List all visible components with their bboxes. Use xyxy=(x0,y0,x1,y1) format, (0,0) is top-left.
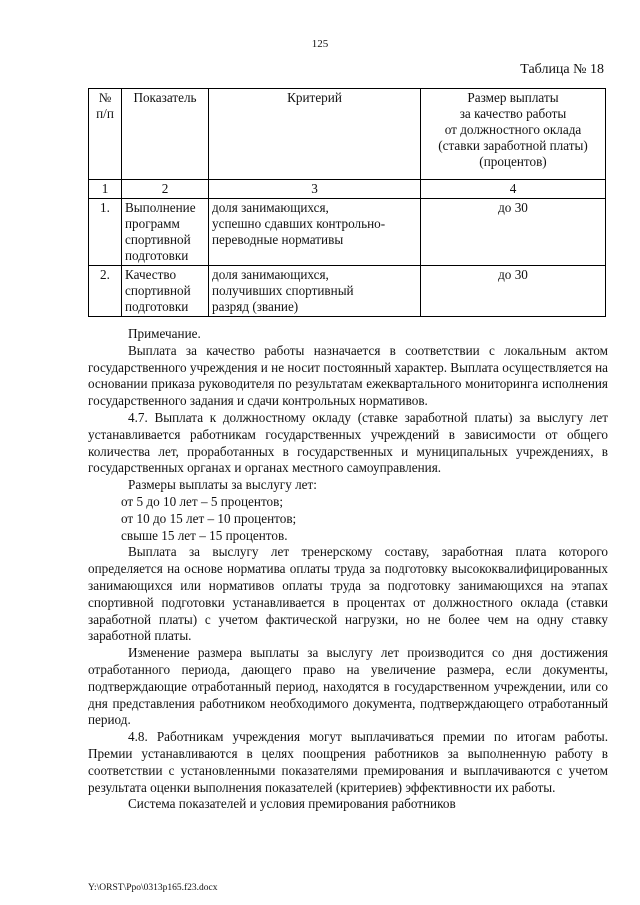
paragraph: Выплата за выслугу лет тренерскому составу, заработная плата которого определяется на основе норматива оплаты труда за подготовку высококвалифицированных занимающихся или нормативов оплаты труда за подготовку занимающихся на этапах спортивной подготовки устанавливается в процентах от должностного оклада (ставки заработной платы) с учетом фактической нагрузки, но не более чем на одну ставку заработной платы. xyxy=(88,544,608,644)
table-row xyxy=(89,266,606,317)
table-row xyxy=(89,199,606,266)
table-caption: Таблица № 18 xyxy=(520,62,604,77)
paragraph: 4.7. Выплата к должностному окладу (ставке заработной платы) за выслугу лет устанавливается работникам государственных учреждений в зависимости от общего количества лет, проработанных в государственных и муниципальных учреждениях, в государственных органах и органах местного самоуправления. xyxy=(88,409,608,476)
payment-criteria-table xyxy=(88,88,606,317)
table-cell: 1. xyxy=(89,199,122,266)
column-number: 3 xyxy=(209,180,421,199)
column-number: 1 xyxy=(89,180,122,199)
table-header-row xyxy=(89,89,606,180)
header-cell: Критерий xyxy=(209,89,421,180)
paragraph: Изменение размера выплаты за выслугу лет производится со дня достижения отработанного периода, дающего право на увеличение размера, если документы, подтверждающие отработанный период, находятся в государственном учреждении, или со дня представления работником необходимого документа, подтверждающего отработанный период. xyxy=(88,645,608,728)
table-cell: 2. xyxy=(89,266,122,317)
list-item: от 10 до 15 лет – 10 процентов; xyxy=(121,510,297,526)
column-number: 4 xyxy=(421,180,606,199)
body-text xyxy=(88,326,608,813)
table-cell: до 30 xyxy=(421,266,606,317)
note-heading: Примечание. xyxy=(128,326,201,341)
paragraph: Выплата за качество работы назначается в соответствии с локальным актом государственного учреждения и не носит постоянный характер. Выплата осуществляется на основании приказа руководителя по результатам ежеквартального мониторинга исполнения государственного задания и сдачи контрольных нормативов. xyxy=(88,342,608,409)
paragraph: 4.8. Работникам учреждения могут выплачиваться премии по итогам работы. Премии устанавливаются в целях поощрения работников за выполненную работу в соответствии с установленными показателями премирования и выплачиваются с учетом результата оценки выполнения показателей (критериев) эффективности их работы. xyxy=(88,729,608,795)
header-cell: № п/п xyxy=(89,89,122,180)
header-cell: Размер выплаты за качество работы от должностного оклада (ставки заработной платы) (процентов) xyxy=(421,89,606,180)
table-cell: доля занимающихся, получивших спортивный разряд (звание) xyxy=(209,266,421,317)
header-cell: Показатель xyxy=(122,89,209,180)
paragraph: Система показателей и условия премирования работников xyxy=(128,796,456,812)
list-item: от 5 до 10 лет – 5 процентов; xyxy=(121,493,284,509)
list-item: свыше 15 лет – 15 процентов. xyxy=(121,527,288,543)
table-cell: Качество спортивной подготовки xyxy=(122,266,209,317)
file-path-footer: Y:\ORST\Ppo\0313p165.f23.docx xyxy=(88,883,218,893)
page-number: 125 xyxy=(311,38,329,50)
table-cell: Выполнение программ спортивной подготовки xyxy=(122,199,209,266)
table-cell: до 30 xyxy=(421,199,606,266)
column-number: 2 xyxy=(122,180,209,199)
column-number-row xyxy=(89,180,606,199)
table-cell: доля занимающихся, успешно сдавших контрольно- переводные нормативы xyxy=(209,199,421,266)
paragraph: Размеры выплаты за выслугу лет: xyxy=(128,477,317,493)
